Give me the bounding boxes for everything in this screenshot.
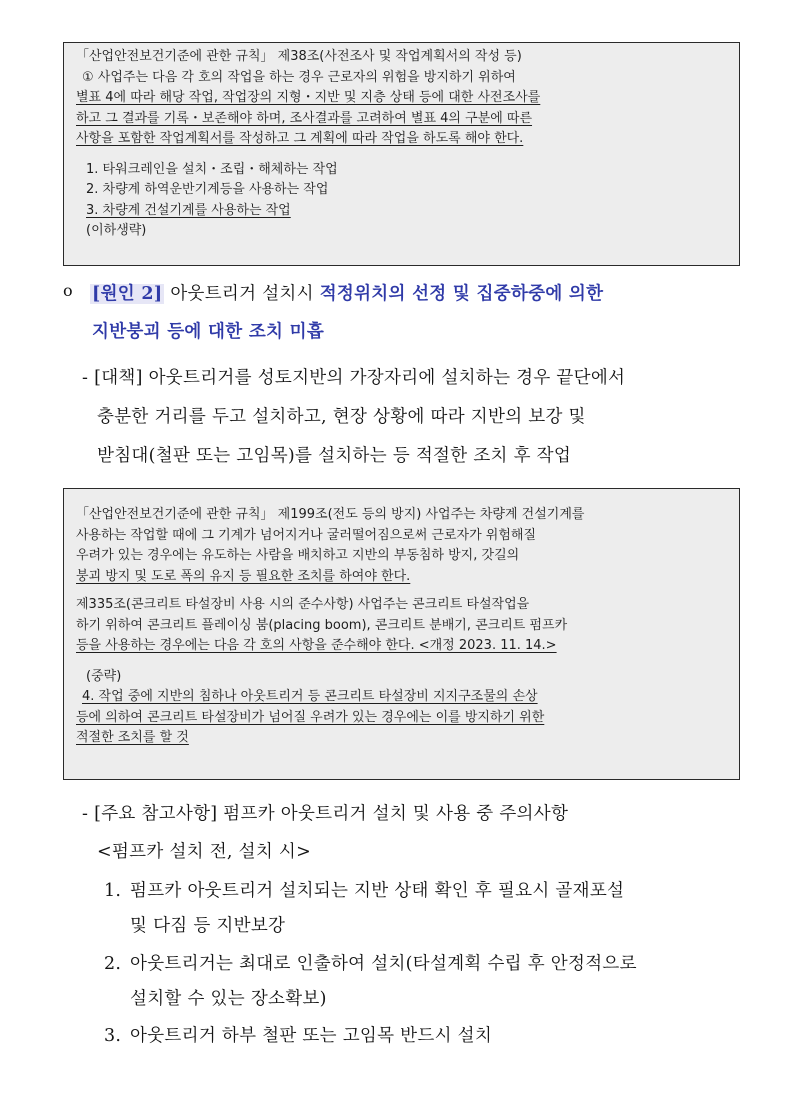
regulation-item-line: 등에 의하여 콘크리트 타설장비가 넘어질 우려가 있는 경우에는 이를 방지하기 위한 [76,709,545,725]
note-text: 펌프카 아웃트리거 설치되는 지반 상태 확인 후 필요시 골재포설 [130,881,625,901]
regulation-item-line: 4. 작업 중에 지반의 침하나 아웃트리거 등 콘크리트 타설장비 지지구조물의 손상 [82,689,538,704]
regulation-paragraph-line: 제335조(콘크리트 타설장비 사용 시의 준수사항) 사업주는 콘크리트 타설작업을 [76,597,530,612]
regulation-paragraph-line: 「산업안전보건기준에 관한 규칙」 제199조(전도 등의 방지) 사업주는 차량계 건설기계를 [76,507,585,522]
cause-text: 아웃트리거 설치시 [164,284,320,304]
regulation-paragraph-line: 등을 사용하는 경우에는 다음 각 호의 사항을 준수해야 한다. <개정 2023. 11. 14.> [76,638,557,653]
note-item-continuation: 설치할 수 있는 장소확보) [130,989,327,1009]
note-text: 아웃트리거 하부 철판 또는 고임목 반드시 설치 [130,1026,493,1046]
cause-line-1 [90,280,603,305]
regulation-box-article-38 [63,42,740,266]
regulation-item: 2. 차량계 하역운반기계등을 사용하는 작업 [86,182,329,197]
cause-label: [원인 2] [92,284,163,304]
regulation-omitted-middle: (중략) [86,668,122,684]
notes-subheading: <펌프카 설치 전, 설치 시> [97,842,312,862]
regulation-paragraph-line: 하기 위하여 콘크리트 플레이싱 붐(placing boom), 콘크리트 분배기, 콘크리트 펌프카 [76,617,568,633]
regulation-paragraph-line: ① 사업주는 다음 각 호의 작업을 하는 경우 근로자의 위험을 방지하기 위하여 [82,69,516,85]
cause-text-emphasis: 적정위치의 선정 및 집중하중에 의한 [319,284,604,304]
note-item [104,877,624,902]
regulation-paragraph-line: 붕괴 방지 및 도로 폭의 유지 등 필요한 조치를 하여야 한다. [76,568,411,584]
regulation-item: 3. 차량계 건설기계를 사용하는 작업 [86,202,291,218]
note-item [104,1022,492,1047]
regulation-paragraph-line: 우려가 있는 경우에는 유도하는 사람을 배치하고 지반의 부동침하 방지, 갓길의 [76,548,520,563]
regulation-paragraph-line: 사항을 포함한 작업계획서를 작성하고 그 계획에 따라 작업을 하도록 해야 한다. [76,131,524,146]
regulation-item: 1. 타워크레인을 설치・조립・해체하는 작업 [86,161,338,177]
note-text: 아웃트리거는 최대로 인출하여 설치(타설계획 수립 후 안정적으로 [130,954,637,974]
countermeasure-line-3: 받침대(철판 또는 고임목)를 설치하는 등 적절한 조치 후 작업 [97,446,572,466]
countermeasure-line-2: 충분한 거리를 두고 설치하고, 현장 상황에 따라 지반의 보강 및 [97,407,586,427]
regulation-paragraph-line: 별표 4에 따라 해당 작업, 작업장의 지형・지반 및 지층 상태 등에 대한 사전조사를 [76,90,541,105]
countermeasure-line-1: - [대책] 아웃트리거를 성토지반의 가장자리에 설치하는 경우 끝단에서 [82,368,626,388]
note-number: 2. [104,954,122,974]
regulation-box-article-199-335 [63,488,740,780]
note-number: 3. [104,1026,122,1046]
notes-heading: - [주요 참고사항] 펌프카 아웃트리거 설치 및 사용 중 주의사항 [82,804,569,824]
regulation-header: 「산업안전보건기준에 관한 규칙」 제38조(사전조사 및 작업계획서의 작성 등) [76,49,522,64]
regulation-omitted: (이하생략) [86,223,147,238]
note-number: 1. [104,881,122,901]
regulation-item-line: 적절한 조치를 할 것 [76,730,189,745]
regulation-paragraph-line: 하고 그 결과를 기록・보존해야 하며, 조사결과를 고려하여 별표 4의 구분에 따른 [76,110,533,126]
cause-line-2: 지반붕괴 등에 대한 조치 미흡 [92,322,325,342]
cause-bullet: o [63,281,73,300]
note-item-continuation: 및 다짐 등 지반보강 [130,916,286,936]
note-item [104,950,637,975]
regulation-paragraph-line: 사용하는 작업할 때에 그 기계가 넘어지거나 굴러떨어짐으로써 근로자가 위험해질 [76,527,537,543]
